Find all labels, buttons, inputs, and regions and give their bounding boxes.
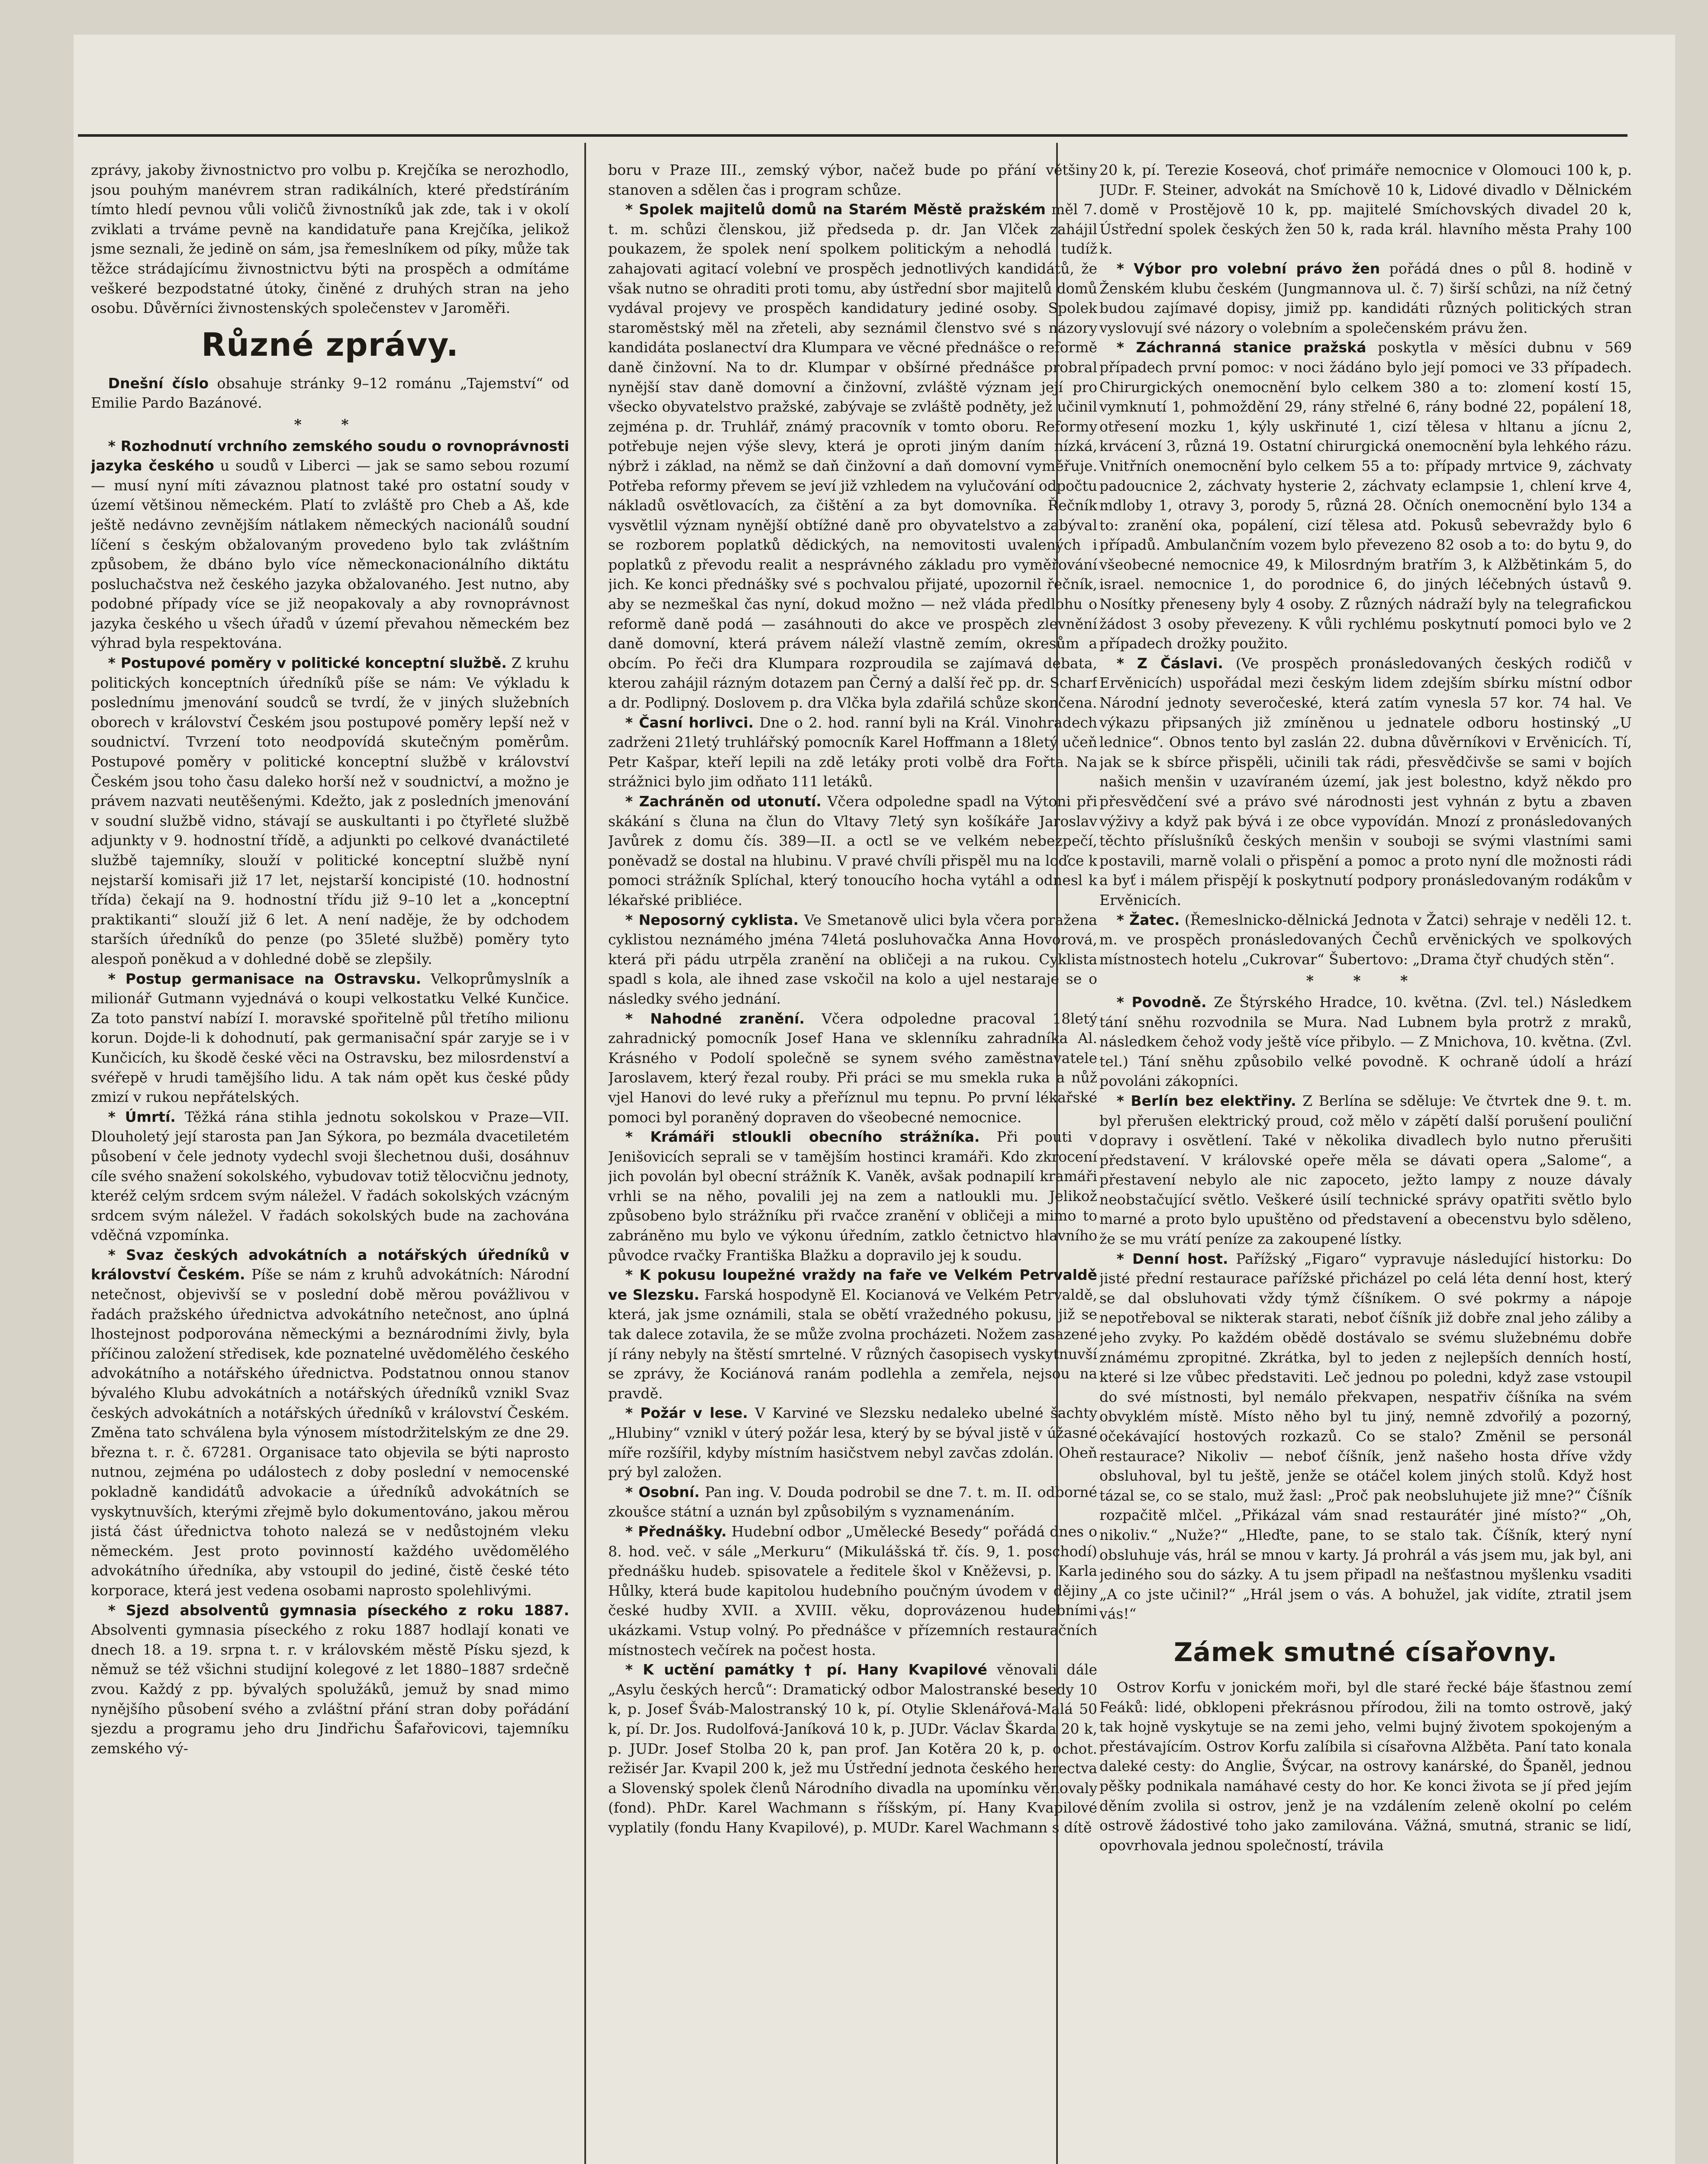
news-item-text: Při pouti v Jenišovicích seprali se v tamějším hostinci kramáři. Kdo zkrocení jich povolán byl obecní strážník K. Vaněk, avšak podnapilí kramáři vrhli se na něho, povalili jej na zem a natloukli mu. Jelikož způsobeno bylo strážníku při rvačce zranění v obličeji a mimo to zabráněno mu bylo ve výkonu úředním, zatklo četnictvo hlavního původce rvačky Františka Blažku a dopravilo jej k soudu. (608, 1128, 1097, 1264)
news-item (91, 653, 569, 969)
news-item-title: * Záchranná stanice pražská (1116, 339, 1366, 356)
news-item-text: Hudební odbor „Umělecké Besedy“ pořádá dnes o 8. hod. več. v sále „Merkuru“ (Mikulášská tř. čís. 9, 1. poschodí) přednášku hudeb. spisovatele a ředitele škol v Kněževsi, p. Karla Hůlky, která bude kapitolou hudebního poučným úvodem v dějiny české hudby XVII. a XVIII. věku, doprovázenou hudebními ukázkami. Vstup volný. Po přednášce v přízemních restauračních místnostech večírek na počest hosta. (608, 1523, 1097, 1658)
separator: * * (294, 415, 366, 433)
news-item (608, 200, 1097, 712)
news-item-text: poskytla v měsíci dubnu v 569 případech první pomoc: v noci žádáno bylo její pomoci ve 33 případech. Chirurgických onemocnění bylo celkem 380 a to: zlomení kostí 15, vymknutí 1, pohmoždění 29, rány střelné 6, rány bodné 22, popálení 18, otřesení mozku 1, kýly uskřinuté 1, cizí tělesa v hltanu a jícnu 2, krvácení 3, různá 19. Ostatní chirurgická onemocnění byla lehkého rázu. Vnitřních onemocnění bylo celkem 55 a to: případy mrtvice 9, záchvaty padoucnice 2, záchvaty hysterie 2, záchvaty eclampsie 1, chlení krve 4, mdloby 1, otravy 3, porody 5, různá 28. Očních onemocnění bylo 134 a to: zranění oka, popálení, cizí tělesa atd. Pokusů sebevraždy bylo 6 případů. Ambulančním vozem bylo převezeno 82 osob a to: do bytu 9, do všeobecné nemocnice 49, k Milosrdným bratřím 3, k Alžbětinkám 5, do israel. nemocnice 1, do porodnice 6, do jiných léčebných ústavů 9. Nosítky přeneseny byly 4 osoby. Z různých nádraží byly na telegrafickou žádost 3 osoby převezeny. K vůli rychlému poskytnutí pomoci bylo ve 2 případech drožky použito. (1099, 339, 1632, 652)
news-item-title: * Přednášky. (625, 1523, 727, 1540)
news-item-title: * Rozhodnutí vrchního zemského soudu o rovnoprávnosti jazyka českého (91, 437, 569, 474)
news-item (1099, 259, 1632, 338)
news-item-title: * Neposorný cyklista. (625, 911, 799, 928)
news-item-title: * Krámáři stloukli obecního strážníka. (625, 1128, 980, 1146)
news-item (1099, 1091, 1632, 1249)
news-item (91, 1600, 569, 1758)
news-item-text: Ze Štýrského Hradce, 10. května. (Zvl. tel.) Následkem tání sněhu rozvodnila se Mura. Nad Lubnem byla protrž z mraků, následkem čehož vody ještě více přibylo. — Z Mnichova, 10. května. (Zvl. tel.) Tání sněhu způsobilo velké povodně. K ochraně údolí a hrází povoláni zákopníci. (1099, 993, 1632, 1090)
news-item (608, 1522, 1097, 1660)
news-item (608, 1009, 1097, 1127)
news-item (608, 792, 1097, 910)
news-item (1099, 910, 1632, 969)
news-item-title: * Postup germanisace na Ostravsku. (108, 970, 422, 987)
section-heading: Různé zprávy. (201, 326, 459, 364)
news-item (608, 910, 1097, 1009)
columns (91, 160, 1632, 2164)
news-item (1099, 338, 1632, 654)
news-item-title: * Osobní. (625, 1483, 700, 1501)
separator: * * * (1306, 972, 1425, 989)
column-1 (91, 160, 569, 2164)
news-item-title: * Postupové poměry v politické konceptní službě. (108, 654, 507, 672)
news-item-title: * Zachráněn od utonutí. (625, 793, 822, 810)
news-item (91, 436, 569, 654)
news-item (1099, 1249, 1632, 1624)
feuilleton-heading: Zámek smutné císařovny. (1173, 1637, 1558, 1668)
top-rule (78, 134, 1627, 137)
feuilleton-text: Ostrov Korfu v jonickém moři, byl dle staré řecké báje šťastnou zemí Feáků: lidé, obklopeni překrásnou přírodou, žili na tomto ostrově, jaký tak hojně vyskytuje se na zemi jeho, velmi bujný životem spokojeným a přestávajícím. Ostrov Korfu zalíbila si císařovna Alžběta. Paní tato konala daleké cesty: do Anglie, Švýcar, na ostrovy kanárské, do Španěl, jednou pěšky podnikala namáhavé cesty do hor. Ke konci života se jí před jejím děním zvolila si ostrov, jenž je na vzdálením zeleně okolní po celém ostrově žádostivé toho jako zamilována. Vážná, smutná, stranic se lidí, opovrhovala jednou společností, trávila (1099, 1678, 1632, 1854)
news-item-text: (Ve prospěch pronásledovaných českých rodičů v Ervěnicích) uspořádal mezi českým lidem zdejším sbírku místní odbor Národní jednoty severočeské, která zatím vynesla 57 kor. 74 hal. Ve výkazu připsaných již zmíněnou u jednatele odboru hostinský „U lednice“. Obnos tento byl zaslán 22. dubna důvěrníkovi v Ervěnicích. Tí, jak se k sbírce přispěli, učinili tak rádi, přesvědčivše se sami v bojích našich menšin v uzavíraném území, jak jest bolestno, když někdo pro přesvědčení své a právo své národnosti jest vyhnán z bytu a zbaven výživy a když pak bývá i ze obce vypovídán. Mnozí z pronásledovaných těchto příslušníků českých menšin v souboji se svými vlastními sami postavili, marně volali o přispění a pomoc a proto nyní dle možnosti rádi a byť i málem přispějí k poskytnutí podpory pronásledovaným rodákům v Ervěnicích. (1099, 654, 1632, 908)
news-item-text: Absolventi gymnasia píseckého z roku 1887 hodlají konati ve dnech 18. a 19. srpna t. r. v královském městě Písku sjezd, k němuž se též všichni studijní kolegové z let 1880–1887 srdečně zvou. Každý z pp. bývalých spolužáků, jemuž by snad mimo nynějšího působení svého a zvláštní přání stran doby pořádání sjezdu a programu jeho dru Jindřichu Šafařovicovi, tajemníku zemského vý- (91, 1621, 569, 1757)
news-item (608, 1265, 1097, 1403)
news-item-title: * K pokusu loupežné vraždy na faře ve Velkém Petrvaldě ve Slezsku. (608, 1266, 1097, 1303)
article-text: 20 k, pí. Terezie Koseová, choť primáře nemocnice v Olomouci 100 k, p. JUDr. F. Steiner, advokát na Smíchově 10 k, Lidové divadlo v Dělnickém domě v Prostějově 10 k, pp. majitelé Smíchovských divadel 20 k, Ústřední spolek českých žen 50 k, rada král. hlavního města Prahy 100 k. (1099, 161, 1632, 258)
news-item-title: * Z Čáslavi. (1116, 654, 1223, 672)
news-item-text: Pan ing. V. Douda podrobil se dne 7. t. m. II. odborné zkoušce státní a uznán byl způsobilým s vyznamenáním. (608, 1483, 1097, 1520)
news-item (608, 1660, 1097, 1837)
news-item-title: * K uctění památky † pí. Hany Kvapilové (625, 1661, 987, 1678)
news-item-title: * Úmrtí. (108, 1108, 176, 1125)
news-item (608, 1482, 1097, 1522)
news-item-title: * Spolek majitelů domů na Starém Městě pražském (625, 201, 1046, 218)
news-item-text: Farská hospodyně El. Kocianová ve Velkém Petrvaldě, která, jak jsme oznámili, stala se obětí vražedného pokusu, již se tak dalece zotavila, že se může zvolna procházeti. Nožem zasazené jí rány nebyly na štěstí smrtelné. V různých časopisech vyskytnuvší se zprávy, že Kociánová ranám podlehla a zemřela, nejsou na pravdě. (608, 1286, 1097, 1402)
issue-note-label: Dnešní číslo (108, 374, 209, 392)
news-item-title: * Sjezd absolventů gymnasia píseckého z roku 1887. (108, 1601, 569, 1619)
column-2 (608, 160, 1097, 2164)
news-item-text: Včera odpoledne spadl na Výtoni při skákání s čluna na člun do Vltavy 7letý syn košíkáře Jaroslav Javůrek z domu čís. 389—II. a octl se ve velkém nebezpečí, poněvadž se dostal na hlubinu. V pravé chvíli přispěl mu na loďce k pomoci strážník Splíchal, který tonoucího hocha vytáhl a odnesl k lékařské pribliéce. (608, 793, 1097, 908)
news-item-title: * Svaz českých advokátních a notářských úředníků v království Českém. (91, 1246, 569, 1283)
news-item (608, 1403, 1097, 1482)
news-item-text: pořádá dnes o půl 8. hodině v Ženském klubu českém (Jungmannova ul. č. 7) širší schůzi, na níž četný budou zajímavé dopisy, jimiž pp. kandidáti různých politických stran vyslovují své názory o volebním a společenském právu žen. (1099, 260, 1632, 336)
news-item-text: V Karviné ve Slezsku nedaleko ubelné šachty „Hlubiny“ vznikl v úterý požár lesa, který by se býval jistě v úžasné míře rozšířil, kdyby místním hasičstvem nebyl zavčas zdolán. Oheň prý byl založen. (608, 1404, 1097, 1481)
column-3 (1099, 160, 1632, 2164)
news-item-title: * Časní horlivci. (625, 714, 754, 731)
news-item-text: Píše se nám z kruhů advokátních: Národní netečnost, objevivší se v poslední době měrou povážlivou v řadách pražského úřednictva advokátního netečnost, ano úplná lhostejnost podporována německými a beznárodními živly, byla příčinou založení středisek, kde poznatelné uvědomělého českého advokátního a notářského úřednictva. Podstatnou onnou stanov bývalého Klubu advokátních a notářských úředníků vznikl Svaz českých advokátních a notářských úředníků v království Českém. Změna tato schválena byla výnosem místodržitelským ze dne 29. března t. r. č. 67281. Organisace tato objevila se býti naprosto nutnou, zejména po událostech z doby poslední v nemocenské pokladně kandidátů advokacie a úředníků advokátních se vyskytnuvších, kterými zřejmě bylo dokumentováno, jakou měrou jistá část úřednictva tohoto nalezá se v nedůstojném vleku německém. Jest proto povinností každého uvědomělého advokátního úředníka, aby vstoupil do jediné, čistě české této korporace, která jest vedena osobami naprosto spolehlivými. (91, 1266, 569, 1599)
news-item-title: * Výbor pro volební právo žen (1116, 260, 1380, 277)
news-item (1099, 992, 1632, 1091)
news-item-text: Velkoprůmyslník a milionář Gutmann vyjednává o koupi velkostatku Velké Kunčice. Za toto panství nabízí I. moravské spořitelně půl třetího milionu korun. Dojde-li k dohodnutí, pak germanisační spár zaryje se i v Kunčicích, ku škodě české věci na Ostravsku, bez milosrdenství a svéřepě v hrudi tamějšího lidu. A tak nám opět kus české půdy zmizí v rukou nepřátelských. (91, 970, 569, 1106)
article-text: zprávy, jakoby živnostnictvo pro volbu p. Krejčíka se nerozhodlo, jsou pouhým manévrem stran radikálních, které předstíráním tímto hledí pevnou vůli voličů živnostníků jak zde, tak i v okolí zviklati a trváme pevně na kandidatuře pana Krejčíka, jelikož jsme seznali, že jedině on sám, jsa řemeslníkem od píky, může tak těžce strádajícímu živnostnictvu býti na prospěch a odmítáme veškeré bezpodstatné útoky, činěné z druhých stran na jeho osobu. Důvěrníci živnostenských společenstev v Jaroměři. (91, 161, 569, 317)
news-item-text: Z Berlína se sděluje: Ve čtvrtek dne 9. t. m. byl přerušen elektrický proud, což mělo v zápětí další porušení pouliční dopravy i osvětlení. Také v několika divadlech bylo nutno přerušiti představení. V královské opeře měla se dávati opera „Salome“, a přestavení nebylo ale nic zapoceto, ježto lampy z nouze dávaly neobstačující světlo. Veškeré úsilí technické správy opatřiti světlo bylo marné a proto bylo upuštěno od představení a obecenstvu bylo sděleno, že se mu vrátí peníze za zakoupené lístky. (1099, 1092, 1632, 1248)
news-item-text: Z kruhu politických konceptních úředníků píše se nám: Ve výkladu k poslednímu jmenování soudců se tvrdí, že v jiných služebních oborech v království Českém jsou postupové poměry lepší než v soudnictví. Tvrzení toto neodpovídá skutečným poměrům. Postupové poměry v politické konceptní službě v království Českém jsou toho času daleko horší než v soudnictví, a možno je právem nazvati neutěšenými. Kdežto, jak z posledních jmenování v soudní službě vidno, stávají se auskultanti i po čtyřleté službě adjunkty v 9. hodnostní třídě, a adjunkti po celkové dvanáctileté službě tajemníky, slouží v politické konceptní službě nyní nejstarší komisaři již 17 let, nejstarší koncipisté (10. hodnostní třída) čekají na 9. hodnostní třídu již 9–10 let a „konceptní praktikanti“ slouží již 6 let. A není naděje, že by odchodem starších úředníků do penze (po 35leté službě) poměry tyto alespoň poněkud a v dohledné době se zlepšily. (91, 654, 569, 967)
news-item (91, 969, 569, 1107)
news-item-text: měl 7. t. m. schůzi členskou, již předseda p. dr. Jan Vlček zahájil poukazem, že spolek není spolkem politickým a nehodlá tudíž zahajovati agitací volební ve prospěch jednotlivých kandidátů, že však nutno se ohraditi proti tomu, aby ústřední sbor majitelů domů vydával projevy ve prospěch kandidatury jediné osoby. Spolek staroměstský měl na zřeteli, aby seznámil členstvo své s názory kandidáta poslanectví dra Klumpara ve věcné přednášce o reformě daně činžovní. Na to dr. Klumpar v obšírné přednášce probral nynější stav daně domovní a činžovní, zvláště význam její pro všecko obyvatelstvo pražské, zabývaje se zvláště podněty, jež učinil zejména p. dr. Truhlář, známý pracovník v tomto oboru. Reformy potřebuje nejen výše slevy, která je oproti jiným daním nízká, nýbrž i základ, na němž se daň činžovní a daň domovní vyměřuje. Potřeba reformy převem se jeví již vzhledem na vylučování odpočtu nákladů osvětlovacích, za čištění a za byt domovníka. Řečník vysvětlil význam nynější obtížné daně pro obyvatelstvo a zabýval se rozborem poplatků dědických, na nemovitosti uvalených i poplatků z převodu realit a nesprávného základu pro vyměřování jich. Ke konci přednášky své s pochvalou přijaté, upozornil řečník, aby se nezmeškal čas nyní, dokud možno — než vláda předlohu o reformě daně podá — zasáhnouti do akce ve prospěch zlevnění daně domovní, která právem náleží vlastně zemím, okresům a obcím. Po řeči dra Klumpara rozproudila se zajímavá debata, kterou zahájil rázným dotazem pan Černý a další řeč pp. dr. Scharf a dr. Podlipný. Doslovem p. dra Vlčka byla zdařilá schůze skončena. (608, 201, 1097, 712)
article-text: boru v Praze III., zemský výbor, načež bude po přání většiny stanoven a sdělen čas i program schůze. (608, 161, 1097, 198)
news-item-title: * Nahodné zranění. (625, 1010, 805, 1027)
news-item-title: * Denní host. (1116, 1250, 1228, 1267)
news-item-title: * Berlín bez elektřiny. (1116, 1092, 1296, 1109)
news-item-text: u soudů v Liberci — jak se samo sebou rozumí — musí nyní míti závaznou platnost také pro ostatní soudy v území většinou německém. Platí to zvláště pro Cheb a Aš, kde ještě nedávno zevnějším nátlakem německých nacionálů soudní líčení s českým obžalovaným provedeno bylo tak zvláštním způsobem, že dbáno bylo více německonacionálního diktátu posluchačstva než českého jazyka obžalovaného. Jest nutno, aby podobné případy více se již neopakovaly a aby rovnoprávnost jazyka českého u všech úřadů v území převahou německém bez výhrad byla respektována. (91, 457, 569, 652)
news-item-title: * Žatec. (1116, 911, 1180, 928)
news-item-title: * Povodně. (1116, 993, 1207, 1011)
issue-note-text: obsahuje stránky 9–12 románu „Tajemství“ od Emilie Pardo Bazánové. (91, 374, 569, 412)
issue-note (91, 374, 569, 413)
news-item-text: Včera odpoledne pracoval 18letý zahradnický pomocník Josef Hana ve sklenníku zahradníka Al. Krásného v Podolí společně se synem svého zaměstnavatele Jaroslavem, který řezal rouby. Při práci se mu smekla ruka a nůž vjel Hanovi do levé ruky a přeříznul mu tepnu. Po první lékařské pomoci byl poraněný dopraven do všeobecné nemocnice. (608, 1010, 1097, 1126)
news-item (608, 1127, 1097, 1265)
news-item-text: (Řemeslnicko-dělnická Jednota v Žatci) sehraje v neděli 12. t. m. ve prospěch pronásledovaných Čechů ervěnických ve spolkových místnostech hotelu „Cukrovar“ Šubertovo: „Drama čtyř chudých stěn“. (1099, 911, 1632, 968)
news-item (608, 713, 1097, 792)
news-item-text: Těžká rána stihla jednotu sokolskou v Praze—VII. Dlouholetý její starosta pan Jan Sýkora, po bezmála dvacetiletém působení v čele jednoty vydechl svoji šlechetnou duši, dosáhnuv cíle svého snažení sokolského, vybudovav totiž tělocvičnu jednoty, kteréž celým srdcem svým náležel. V řadách sokolských vzácným srdcem svým náležel. V řadách sokolských bude na zachována vděčná vzpomínka. (91, 1108, 569, 1244)
news-item (91, 1245, 569, 1600)
news-item-text: Dne o 2. hod. ranní byli na Král. Vinohradech zadrženi 21letý truhlářský pomocník Karel Hoffmann a 18letý učeň Petr Kašpar, kteří lepili na zdě letáky proti volbě dra Fořta. Na strážnici bylo jim odňato 111 letáků. (608, 714, 1097, 790)
news-item-text: Ve Smetanově ulici byla včera poražena cyklistou neznámého jména 74letá posluhovačka Anna Hovorová, která při pádu utrpěla zranění na obličeji a na rukou. Cyklista spadl s kola, ale ihned zase vskočil na kolo a ujel nestaraje se o následky svého jednání. (608, 911, 1097, 1007)
news-item-text: Pařížský „Figaro“ vypravuje následující historku: Do jisté přední restaurace pařížské přicházel po celá léta denní host, který se dal obsluhovati vždy týmž číšníkem. O své pokrmy a nápoje nepotřeboval se nikterak starati, neboť číšník již dobře znal jeho záliby a jeho zvyky. Po každém obědě dostávalo se svému služebnému dobře známému zpropitné. Zkrátka, byl to jeden z nejlepších denních hostí, které si lze vůbec představiti. Leč jednou po poledni, když zase vstoupil do své místnosti, byl nemálo překvapen, nespatřiv číšníka na svém obvyklém místě. Místo něho byl tu jiný, nemně zdvořilý a pozorný, očekávající hostových rozkazů. Co se stalo? Změnil se personál restaurace? Nikoliv — neboť číšník, jenž našeho hosta dříve vždy obsluhoval, byl tu ještě, jenže se otáčel kolem jiných stolů. Když host tázal se, co se stalo, muž žasl: „Proč pak neobsluhujete již mne?“ Číšník rozpačitě mlčel. „Přikázal vám snad restaurátér jiné místo?“ „Oh, nikoliv.“ „Nuže?“ „Hleďte, pane, to se stalo tak. Číšník, který nyní obsluhuje vás, hrál se mnou v karty. Já prohrál a vás jsem mu, jak byl, ani jediného sou do sázky. A tu jsem připadl na nešťastnou myšlenku vsaditi „A co jste učinil?“ „Hrál jsem o vás. A bohužel, jak vidíte, ztratil jsem vás!“ (1099, 1250, 1632, 1623)
news-item (91, 1107, 569, 1245)
news-item (1099, 654, 1632, 910)
news-item-text: věnovali dále „Asylu českých herců“: Dramatický odbor Malostranské besedy 10 k, p. Josef Šváb-Malostranský 10 k, pí. Otylie Sklenářová-Malá 50 k, pí. Dr. Jos. Rudolfová-Janíková 10 k, p. JUDr. Václav Škarda 20 k, p. JUDr. Josef Stolba 20 k, pan prof. Jan Kotěra 20 k, p. ochot. režisér Jar. Kvapil 200 k, jež mu Ústřední jednota českého herectva a Slovenský spolek členů Národního divadla na upomínku věnovaly (fond). PhDr. Karel Wachmann s říšským, pí. Hany Kvapilové vyplatily (fondu Hany Kvapilové), p. MUDr. Karel Wachmann s dítě (608, 1661, 1097, 1836)
news-item-title: * Požár v lese. (625, 1404, 748, 1422)
